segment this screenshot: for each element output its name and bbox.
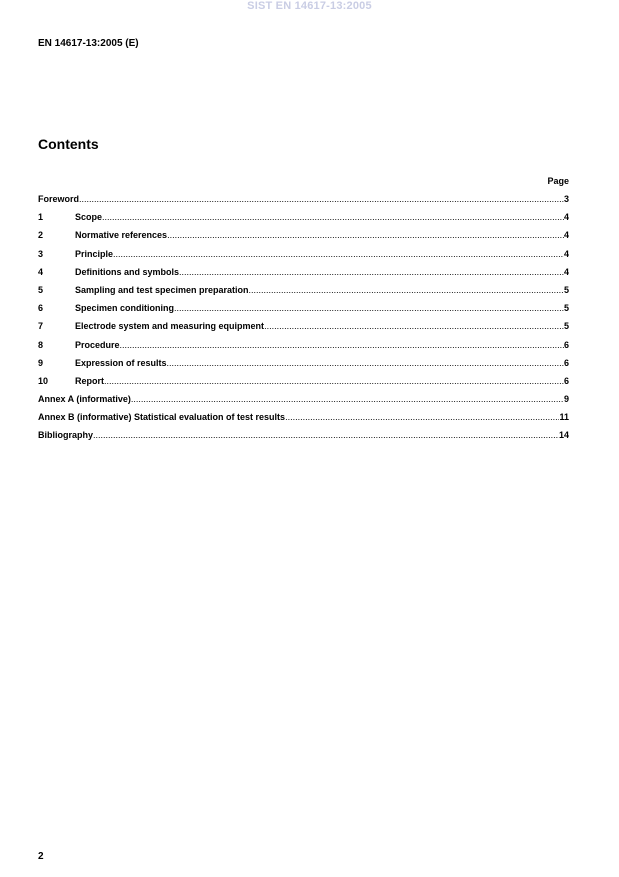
- toc-entry-title: Definitions and symbols: [75, 266, 180, 277]
- toc-dot-leader: [264, 321, 564, 331]
- toc-entry-page: 11: [559, 412, 569, 423]
- toc-entry[interactable]: [38, 230, 569, 248]
- toc-entry[interactable]: [38, 412, 569, 430]
- toc-dot-leader: [167, 358, 564, 368]
- toc-entry-number: 4: [38, 266, 44, 277]
- toc-entry-title: Annex A (informative): [38, 394, 131, 405]
- toc-entry-number: 2: [38, 230, 44, 241]
- toc-entry-number: 7: [38, 321, 44, 332]
- toc-entry-title: Procedure: [75, 339, 120, 350]
- table-of-contents: [38, 194, 569, 449]
- toc-entry-page: 5: [563, 321, 569, 332]
- toc-entry[interactable]: [38, 340, 569, 358]
- toc-entry-title: Normative references: [75, 230, 168, 241]
- contents-heading: Contents: [38, 136, 99, 152]
- toc-entry-number: 1: [38, 212, 44, 223]
- toc-entry-number: 6: [38, 303, 44, 314]
- toc-dot-leader: [179, 267, 564, 277]
- page-column-label: Page: [547, 176, 569, 186]
- toc-entry-page: 4: [563, 248, 569, 259]
- toc-dot-leader: [113, 249, 564, 259]
- toc-entry[interactable]: [38, 285, 569, 303]
- toc-entry-page: 5: [563, 303, 569, 314]
- toc-entry-title: Expression of results: [75, 357, 167, 368]
- toc-entry-number: 8: [38, 339, 44, 350]
- toc-entry[interactable]: [38, 212, 569, 230]
- toc-entry[interactable]: [38, 376, 569, 394]
- toc-entry[interactable]: [38, 249, 569, 267]
- toc-entry-title: Principle: [75, 248, 114, 259]
- toc-entry-number: 3: [38, 248, 44, 259]
- page-number: 2: [38, 851, 44, 862]
- toc-entry-page: 6: [563, 375, 569, 386]
- toc-entry-title: Annex B (informative) Statistical evaluation of test results: [38, 412, 286, 423]
- toc-dot-leader: [120, 340, 564, 350]
- toc-entry[interactable]: [38, 358, 569, 376]
- toc-dot-leader: [104, 376, 564, 386]
- toc-entry-page: 6: [563, 357, 569, 368]
- toc-dot-leader: [131, 394, 564, 404]
- toc-entry-page: 9: [563, 394, 569, 405]
- document-id: EN 14617-13:2005 (E): [38, 38, 139, 49]
- toc-dot-leader: [285, 412, 559, 422]
- toc-entry[interactable]: [38, 394, 569, 412]
- toc-entry[interactable]: [38, 321, 569, 339]
- toc-entry[interactable]: [38, 430, 569, 448]
- toc-entry-page: 3: [563, 194, 569, 204]
- toc-dot-leader: [79, 194, 564, 204]
- toc-dot-leader: [102, 212, 564, 222]
- toc-entry-page: 4: [563, 230, 569, 241]
- toc-entry-title: Bibliography: [38, 430, 94, 441]
- watermark: SIST EN 14617-13:2005: [247, 0, 372, 12]
- toc-entry-number: 10: [38, 375, 49, 386]
- toc-entry-title: Specimen conditioning: [75, 303, 175, 314]
- toc-entry[interactable]: [38, 303, 569, 321]
- toc-entry-title: Sampling and test specimen preparation: [75, 284, 249, 295]
- toc-dot-leader: [167, 230, 564, 240]
- toc-entry[interactable]: [38, 194, 569, 212]
- toc-entry-title: Electrode system and measuring equipment: [75, 321, 265, 332]
- toc-entry-title: Foreword: [38, 194, 80, 204]
- toc-entry-page: 6: [563, 339, 569, 350]
- toc-entry-page: 4: [563, 212, 569, 223]
- toc-dot-leader: [174, 303, 564, 313]
- toc-entry-page: 5: [563, 284, 569, 295]
- toc-entry-number: 9: [38, 357, 44, 368]
- toc-entry[interactable]: [38, 267, 569, 285]
- toc-dot-leader: [93, 430, 559, 440]
- toc-dot-leader: [249, 285, 564, 295]
- toc-entry-title: Report: [75, 375, 104, 386]
- toc-entry-number: 5: [38, 284, 44, 295]
- toc-entry-page: 14: [558, 430, 569, 441]
- toc-entry-page: 4: [563, 266, 569, 277]
- toc-entry-title: Scope: [75, 212, 103, 223]
